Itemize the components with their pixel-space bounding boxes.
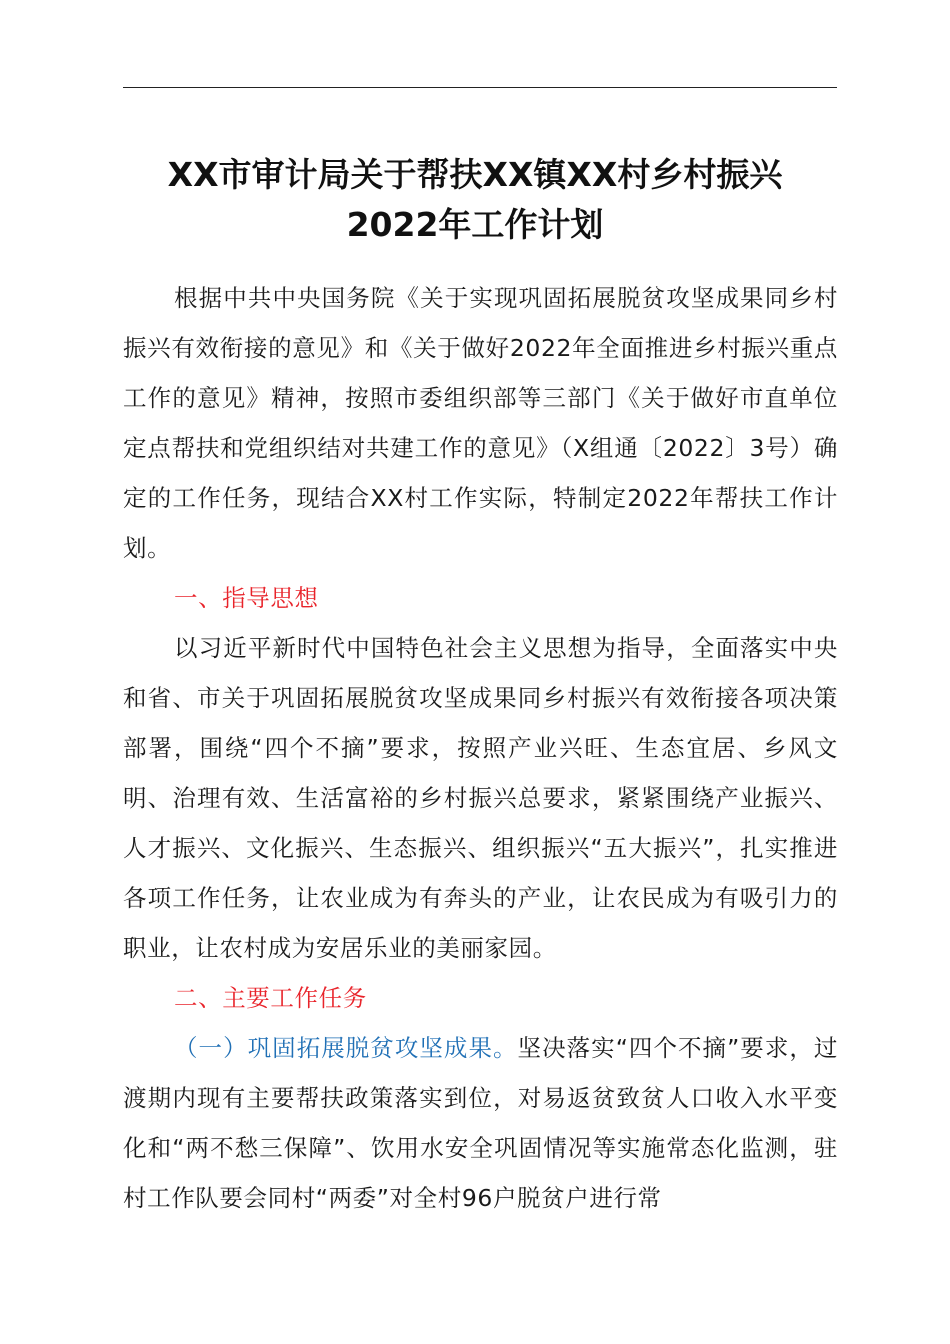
header-rule [123, 87, 837, 88]
intro-paragraph: 根据中共中央国务院《关于实现巩固拓展脱贫攻坚成果同乡村振兴有效衔接的意见》和《关于做好2022年全面推进乡村振兴重点工作的意见》精神，按照市委组织部等三部门《关于做好市直单位定点帮扶和党组织结对共建工作的意见》（X组通〔2022〕3号）确定的工作任务，现结合XX村工作实际，特制定2022年帮扶工作计划。 [123, 284, 838, 562]
task-item-1-label: （一）巩固拓展脱贫攻坚成果。 [174, 1034, 518, 1062]
section-heading-main-tasks: 二、主要工作任务 [174, 984, 367, 1012]
title-line-1: XX市审计局关于帮扶XX镇XX村乡村振兴 [167, 155, 783, 194]
document-body [123, 273, 838, 1223]
section-heading-guiding-ideology: 一、指导思想 [174, 584, 319, 612]
title-line-2: 2022年工作计划 [346, 205, 604, 244]
task-item-1-paragraph [123, 1023, 838, 1223]
document-title [100, 150, 850, 250]
task-item-1-text: 坚决落实“四个不摘”要求，过渡期内现有主要帮扶政策落实到位，对易返贫致贫人口收入水平变化和“两不愁三保障”、饮用水安全巩固情况等实施常态化监测，驻村工作队要会同村“两委”对全村96户脱贫户进行常 [123, 1034, 838, 1212]
guiding-ideology-paragraph: 以习近平新时代中国特色社会主义思想为指导，全面落实中央和省、市关于巩固拓展脱贫攻坚成果同乡村振兴有效衔接各项决策部署，围绕“四个不摘”要求，按照产业兴旺、生态宜居、乡风文明、治理有效、生活富裕的乡村振兴总要求，紧紧围绕产业振兴、人才振兴、文化振兴、生态振兴、组织振兴“五大振兴”，扎实推进各项工作任务，让农业成为有奔头的产业，让农民成为有吸引力的职业，让农村成为安居乐业的美丽家园。 [123, 634, 838, 962]
